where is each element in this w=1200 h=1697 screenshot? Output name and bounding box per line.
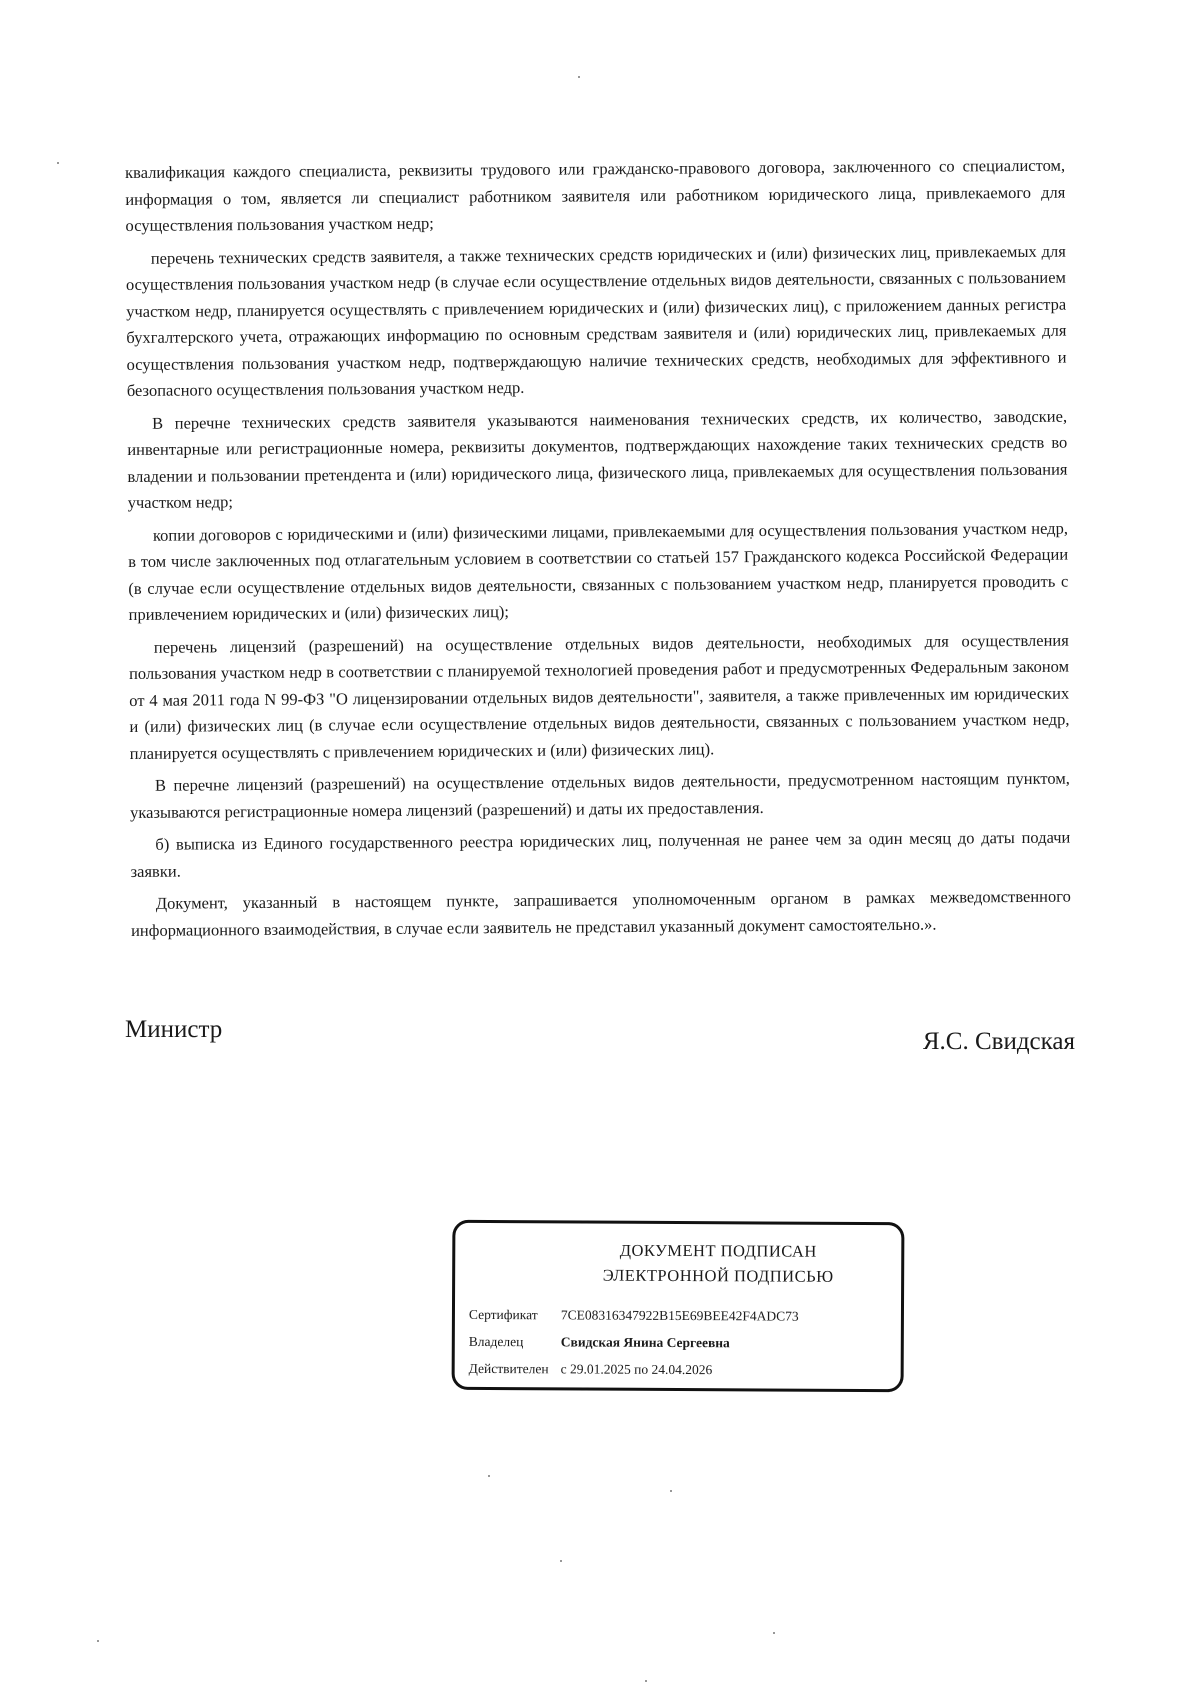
scan-speck xyxy=(645,1680,647,1682)
signatory-role: Министр xyxy=(125,1016,223,1043)
paragraph: копии договоров с юридическими и (или) физическими лицами, привлекаемыми для осуществления пользования участком недр, в том числе заключенных под отлагательным условием в соответствии со статьей 157 Гражданского кодекса Российской Федерации (в случае если осуществление отдельных видов деятельности, связанных с пользованием участком недр, планируется проводить с привлечением юридических и (или) физических лиц); xyxy=(128,518,1069,624)
paragraph: перечень лицензий (разрешений) на осуществление отдельных видов деятельности, необходимых для осуществления пользования участком недр в соответствии с планируемой технологией проведения работ и предусмотренных Федеральным законом от 4 мая 2011 года N 99-ФЗ "О лицензировании отдельных видов деятельности", заявителя, а также привлеченных им юридических и (или) физических лиц (в случае если осуществление отдельных видов деятельности, связанных с пользованием участком недр, планируется осуществлять с привлечением юридических и (или) физических лиц). xyxy=(128,630,1070,763)
scan-speck xyxy=(670,1490,672,1492)
stamp-validity-row xyxy=(469,1355,901,1384)
paragraph: Документ, указанный в настоящем пункте, запрашивается уполномоченным органом в рамках межведомственного информационного взаимодействия, в случае если заявитель не представил указанный документ самостоятельно.». xyxy=(130,886,1071,940)
document-body xyxy=(125,153,1071,950)
paragraph: б) выписка из Единого государственного реестра юридических лиц, полученная не ранее чем за один месяц до даты подачи заявки. xyxy=(130,827,1071,881)
stamp-title-line: ЭЛЕКТРОННОЙ ПОДПИСЬЮ xyxy=(602,1265,834,1286)
stamp-title xyxy=(535,1237,901,1289)
scan-speck xyxy=(560,1560,562,1562)
electronic-signature-stamp xyxy=(452,1220,905,1392)
stamp-certificate-row xyxy=(469,1301,901,1330)
paragraph: перечень технических средств заявителя, а также технических средств юридических и (или) физических лиц, привлекаемых для осуществления пользования участком недр (в случае если осуществление отдельных видов деятельности, связанных с пользованием участком недр, планируется осуществлять с привлечением юридических и (или) физических лиц), с приложением данных регистра бухгалтерского учета, отражающих информацию по основным средствам заявителя и (или) юридических лиц, привлекаемых для осуществления пользования участком недр, подтверждающую наличие технических средств, необходимых для эффективного и безопасного осуществления пользования участком недр. xyxy=(125,241,1067,400)
validity-label: Действителен xyxy=(468,1360,549,1377)
certificate-label: Сертификат xyxy=(468,1306,538,1323)
scan-speck xyxy=(57,162,59,164)
signatory-name: Я.С. Свидская xyxy=(922,1028,1075,1055)
validity-value: с 29.01.2025 по 24.04.2026 xyxy=(560,1361,713,1378)
scan-speck xyxy=(773,1632,775,1634)
signature-block xyxy=(125,1016,1075,1055)
paragraph: В перечне лицензий (разрешений) на осуществление отдельных видов деятельности, предусмотренном настоящим пунктом, указываются регистрационные номера лицензий (разрешений) и даты их предоставления. xyxy=(130,768,1070,822)
paragraph: квалификация каждого специалиста, реквизиты трудового или гражданско-правового договора, заключенного со специалистом, информация о том, является ли специалист работником заявителя или работником юридического лица, привлекаемого для осуществления пользования участком недр; xyxy=(125,155,1066,235)
scan-speck xyxy=(578,76,580,78)
scan-speck xyxy=(97,1640,99,1642)
scan-speck xyxy=(488,1475,490,1477)
certificate-value: 7CE08316347922B15E69BEE42F4ADC73 xyxy=(560,1307,799,1324)
owner-label: Владелец xyxy=(468,1333,524,1350)
stamp-title-line: ДОКУМЕНТ ПОДПИСАН xyxy=(619,1240,817,1261)
owner-value: Свидская Янина Сергеевна xyxy=(560,1334,730,1351)
paragraph: В перечне технических средств заявителя указываются наименования технических средств, их количество, заводские, инвентарные или регистрационные номера, реквизиты документов, подтверждающих нахождение таких технических средств во владении и пользовании претендента и (или) юридического лица, физического лица, привлекаемых для осуществления пользования участком недр; xyxy=(127,406,1068,512)
stamp-owner-row xyxy=(469,1328,901,1357)
stamp-details xyxy=(469,1301,901,1384)
